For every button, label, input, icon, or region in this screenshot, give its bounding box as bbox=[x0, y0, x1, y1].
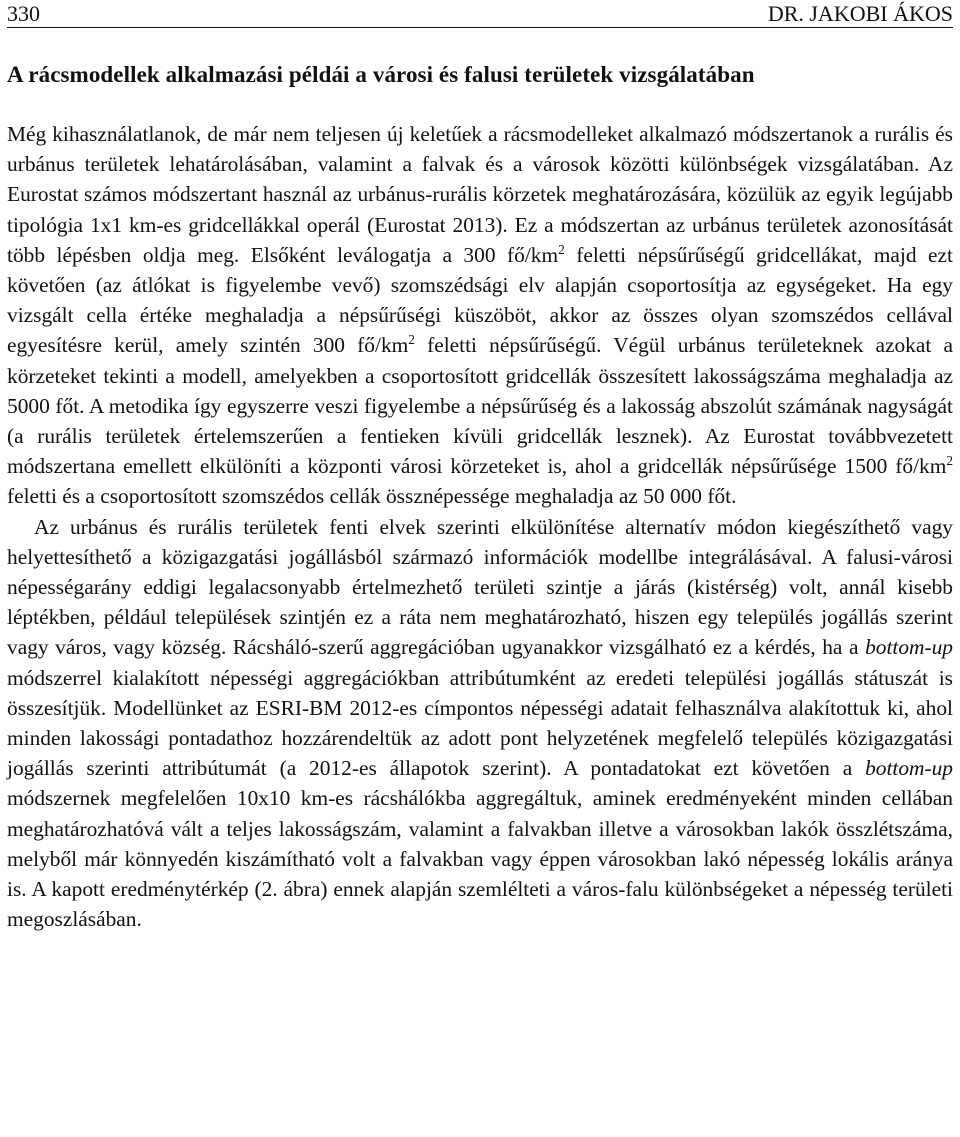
running-head bbox=[7, 0, 953, 28]
text-run: módszernek megfelelően 10x10 km-es rácshálókba aggregáltuk, aminek eredményeként minden cellában meghatározhatóvá vált a teljes lakosságszám, valamint a falvakban illetve a városokban lakók összlétszáma, melyből már könnyedén kiszámítható volt a falvakban vagy éppen városokban lakó népesség lokális aránya is. A kapott eredménytérkép (2. ábra) ennek alapján szemlélteti a város-falu különbségeket a népesség területi megoszlásában. bbox=[7, 786, 953, 932]
text-run: módszerrel kialakított népességi aggregációkban attribútumként az eredeti települési jogállás státuszát is összesítjük. Modellünket az ESRI-BM 2012-es címpontos népességi adatait felhasználva alakítottuk ki, ahol minden lakossági pontadathoz hozzárendeltük az adott pont helyzetének megfelelő település közigazgatási jogállás szerinti attribútumát (a 2012-es állapotok szerint). A pontadatokat ezt követően a bbox=[7, 665, 953, 781]
author-name: DR. JAKOBI ÁKOS bbox=[767, 1, 953, 26]
italic-term: bottom-up bbox=[865, 756, 953, 781]
text-run: feletti és a csoportosított szomszédos cellák össznépessége meghaladja az 50 000 főt. bbox=[7, 484, 737, 509]
page bbox=[7, 0, 953, 934]
superscript: 2 bbox=[408, 332, 415, 348]
text-run: feletti népsűrűségű. Végül urbánus területeknek azokat a körzeteket tekinti a modell, amelyekben a csoportosított gridcellák összesített lakosságszáma meghaladja az 5000 főt. A metodika így egyszerre veszi figyelembe a népsűrűség és a lakosság abszolút számának nagyságát (a rurális területek értelemszerűen a fentieken kívüli gridcellák lesznek). Az Eurostat továbbvezetett módszertana emellett elkülöníti a központi városi körzeteket is, ahol a gridcellák népsűrűsége 1500 fő/km bbox=[7, 333, 953, 479]
body-text bbox=[7, 119, 953, 934]
text-run: feletti népsűrűségű gridcellákat, majd ezt követően (az átlókat is figyelembe vevő) szomszédsági elv alapján csoportosítja az egységeket. Ha egy vizsgált cella értéke meghaladja a népsűrűségi küszöböt, akkor az összes olyan szomszédos cellával egyesítésre kerül, amely szintén 300 fő/km bbox=[7, 242, 953, 358]
italic-term: bottom-up bbox=[865, 635, 953, 660]
paragraph-2 bbox=[7, 512, 953, 935]
page-number: 330 bbox=[7, 1, 40, 26]
superscript: 2 bbox=[558, 241, 565, 257]
superscript: 2 bbox=[946, 453, 953, 469]
text-run: Az urbánus és rurális területek fenti elvek szerinti elkülönítése alternatív módon kiegészíthető vagy helyettesíthető a közigazgatási jogállásból származó információk modellbe integrálásával. A falusi-városi népességarány eddigi legalacsonyabb értelmezhető területi szintje a járás (kistérség) volt, annál kisebb léptékben, például települések szintjén ez a ráta nem meghatározható, hiszen egy település jogállás szerint vagy város, vagy község. Rácsháló-szerű aggregációban ugyanakkor vizsgálható ez a kérdés, ha a bbox=[7, 514, 953, 660]
section-title: A rácsmodellek alkalmazási példái a városi és falusi területek vizsgálatában bbox=[7, 62, 755, 87]
paragraph-1 bbox=[7, 119, 953, 512]
text-run: Még kihasználatlanok, de már nem teljesen új keletűek a rácsmodelleket alkalmazó módszertanok a rurális és urbánus területek lehatárolásában, valamint a falvak és a városok közötti különbségek vizsgálatában. Az Eurostat számos módszertant használ az urbánus-rurális körzetek meghatározására, közülük az egyik legújabb tipológia 1x1 km-es gridcellákkal operál (Eurostat 2013). Ez a módszertan az urbánus területek azonosítását több lépésben oldja meg. Elsőként leválogatja a 300 fő/km bbox=[7, 122, 953, 267]
